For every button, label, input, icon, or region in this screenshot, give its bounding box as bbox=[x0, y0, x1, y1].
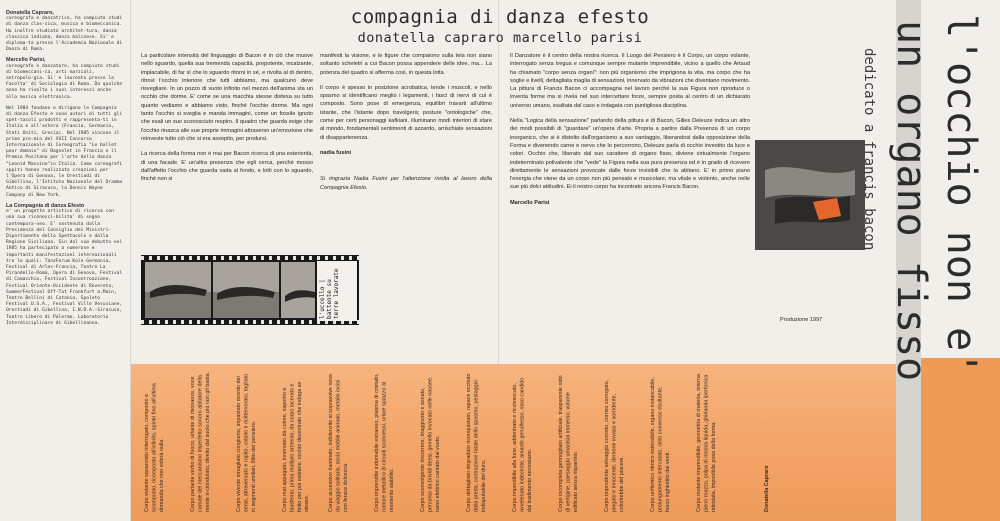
poem-stanza: Corpo volante squarciato interrogato, composto e scomposto, ricomposto all'infinito, spinto fino all'ultima domanda che non volerà nulla. bbox=[144, 383, 165, 512]
page-subtitle: donatella capraro marcello parisi bbox=[357, 30, 643, 46]
header bbox=[300, 6, 700, 46]
author-name: nadia fusini bbox=[320, 149, 352, 156]
poem-stanza: Corpo sconvolgente rincorrere, irraggiunto e sonato, percorso da brividi densi, gemello invocato nelle nausee, ramo elettrico cantato dal vuoto. bbox=[420, 376, 441, 512]
poem-stanza: Corpo dettagliato degradato riconquistato, rapace eccitato dalla preda, contrazione fatale dello spasmo, pestaggio indisputabile del duro. bbox=[466, 373, 487, 512]
capraro-name: Donatella Capraro, bbox=[6, 10, 54, 16]
text-column-2 bbox=[320, 52, 492, 252]
poem-stanza: Corpo imprudente selvaggio corrotto, corrivo corrugato, piegato e innocente, demone invaso e sorridente, colorirebbe del piacere. bbox=[604, 379, 625, 512]
poem-stanza: Corpo parlante verbo di fuoco, urlante di risonanze, voce carnale del meccanismo imperfetto sonoro abitatore della mente ri-ciondolato, divelto dal suolo che più non gli basta. bbox=[190, 372, 211, 512]
efesto-name: La Compagnia di danza Efesto bbox=[6, 202, 85, 209]
capraro-bio: coreografa e danzatrice, ha compiuto studi di danza clas-sica, musica e biomeccanica. Ha inoltre studiato architet-tura, danza classica indiana, danza balinese. Si' e diploma-ta presso l'Accademia Nazionale di Danza di Roma. bbox=[6, 16, 123, 53]
main-title-line-1: l'occhio non e' bbox=[938, 14, 984, 376]
production-year: Produzione 1997 bbox=[780, 317, 823, 323]
film-caption: l'uccello | battente su terre lavorate bbox=[317, 261, 357, 321]
paragraph: Nella "Logica della sensazione" parlando della pittura e di Bacon, Gilles Deleuze indica un altro dei modi possibili di "guardare" un'opera d'arte. Propria a partire dalla Presenza di un corpo inorganico, che si è distolto dall'organismo a suo vantaggio, liberandosi dalla opposizione della Forma e divenendo carne e nervo che lo percorrono, Deleuze parla di occhio investito da luce e colori. Occhio che, liberato dal suo carattere di organo fisso, diviene virtualmente l'organo indeterminato polivalente che "vede" la Figura nella sua pura presenza ed è in grado di ricevere direttamente le sensazioni provocate dalle forze invisibili che la abitano. E' in primo piano l'energia che viene da un corpo non più pensato e muscolare, ma vitale e violento, anche nelle sue più dolci attitudini. Ei il nostro corpo ha incontrato ancora Francis Bacon. bbox=[510, 118, 750, 191]
orange-strip bbox=[921, 358, 1000, 521]
thanks-note: Si ringrazia Nadia Fusini per l'attenzione rivolta al lavoro della Compagnia Efesto. bbox=[320, 176, 492, 191]
parisi-bio: coreografo e danzatore, ha compiuto studi di biomeccani-ca, arti marziali, antropolo-gia. Si' e laureato presso la Facolta' di Sociologia di Roma. Da qualche anno ha rivolto i suoi interessi anche alla musica elettronica. bbox=[6, 63, 123, 100]
poem-stanza: Corpo imprendite indomabile estraneo, plasma di cristallo, rumore metallico di circuiti sconnessi, urlare spiazzo al momento stabilito. bbox=[374, 373, 395, 512]
poem-stanza: Corpo unflemico ritmico estensibile, organo instancabile, prolungamento intercalato, cielo convesso esultante, fuoco inghiottito dai venti. bbox=[650, 377, 671, 512]
bacon-painting-circle bbox=[755, 140, 865, 250]
poem-stanza: Corpo imperdibile alla fune, addentrato e ricciesocato, avvelenato indecente, amante genuflesso, osso candido dal tradimento necessario. bbox=[512, 377, 533, 512]
poem-signature: Donatella Capraro bbox=[764, 465, 770, 512]
poem-stanza: Corpo accessivo rianimato, indolenzito si sopravvive nove da viaggio solitario, socio mobile animato, metallo incisi con ferace dolcezza. bbox=[328, 373, 349, 512]
poem-stanza: Corpo mai appagato, innervato da colore, vaporito e biasfemo, prima multiplo armenio, da corpo lacerato e finito per poi esistere, occhio decentrato che indaga se stesso. bbox=[282, 381, 311, 512]
bios-column bbox=[6, 6, 124, 378]
parisi-name: Marcello Parisi, bbox=[6, 57, 46, 64]
paragraph: Il corpo è spesso in posizione acrobatica, tende i muscoli, e nello spasmo si identificano meglio i legamenti, i fasci di nervi di cui è composto. Sono pose di emergenza, equilibri travarti all'ultimo istante, che l'istante dopo travolgerà; posture "ontologiche" che, come per certi personaggi kafkiani, illuminano modi interiori di stare al mondo, fondamentali sentimenti di azzardo, arrischiate sensazioni di disappartenenza. bbox=[320, 84, 492, 141]
history-text: Nel 1984 fondano e dirigono le Compagnia di danza Efesto e sono autori di tutti gli spet-tacoli prodotti e rappresenta-ti in Italia e all'estero (Francia, Germania, Stati Uniti, Grecia). Nel 1985 vincono il primo pre-mio del XVII Concorso Internazionale di Coreografia "Le ballet pour demain" di Bagnolet in Francia e il Premio Positano per l'arte della danza "Leonid Massine"in Italia. Come coreografi sppiti hanno realizzato creazioni per l'Opera di Genova, le Orestiadi di Gibellina, l'Istituto Nazionale del Dramma Antico di Siracusa, la Dennis Wayne Company di New York. bbox=[6, 105, 123, 198]
dedication-line: dedicato a francis bacon bbox=[861, 48, 877, 251]
text-column-3 bbox=[510, 52, 750, 322]
page-title: compagnia di danza efesto bbox=[350, 6, 650, 28]
poem-stanza: Corpo mutante imprendibile, geometria di materia, interna pieno roazzo, polpa di mossa liquida, ghirlanda ipertonica ridestata, imponibile posa della forma. bbox=[696, 374, 717, 512]
poem-stanza: Corpo vivente smagliato congiunto, impastato ricordo dei sensi, attraversato e rapito, colpito e ricittervorato, tagliato in segmenti umiliati, flitto del pensiero. bbox=[236, 373, 257, 512]
poem-stanza: Corpo incompleta germogliato artificiale, trasparente nido di vertigine, paesaggio umanista immerso, volume edificato senza risparmio. bbox=[558, 375, 579, 512]
efesto-text: e' un progetto artistico di ricerca con una sua riconosci-bilita' di segno contempora-neo. E' sostenuta dalla Presidenza del Consiglio dei Ministri- Dipartimento dello Spettacolo e dalla Regione Siciliana. Sin dal suo debutto nel 1985 ha partecipato a numerose e importanti manifestazioni internazionali tra le quali: TanzForum Koln-Germania, Festival di Arles-Francia, Teatro La Pirandello-Roma, Opera di Genova, Festival di Camacchio, Festival Incontroazione, Festival Oriente-Occidente di Rovereto, SummerFestival Off-Tat Frankfurt a.Main, Teatro Bellini di Catania, Spoleto Festival U.S.A., Festival Ville Vesuviane, Orestiadi di Gibellina, I.N.D.A.-Siracusa, Teatro Libero di Palermo, Laboratorio Interdisciplinare di Gibellinanna. bbox=[6, 209, 123, 326]
author-name: Marcello Parisi bbox=[510, 199, 550, 206]
film-strip-photo bbox=[141, 255, 359, 325]
paragraph: Il Danzatore è il centro della nostra ricerca. Il Luogo del Pensiero è il Corpo, un corpo volante, interrogato senza tregua e comunque sempre mutante imprendibile, vicino a quello che Artaud ha chiamato "corpo senza organi": non più organismo che imprigiona la vita, ma corpo che ha soglie e livelli, dettagliata maglia di sensazioni, innervato da vibrazioni che diventano movimento. La pittura di Francis Bacon ci accompagna nel lavoro perché la sua Figura non riproduce o inventa forme ma si rivela nel suo intercettare forze, sempre posta al centro di un dichiarato universo umano, esaltata dal caso e indagata con puntigliosa disciplina. bbox=[510, 53, 750, 109]
film-sprockets bbox=[141, 256, 359, 260]
dancer-photo bbox=[145, 262, 211, 318]
dancer-photo bbox=[281, 262, 315, 318]
text-column-1 bbox=[141, 52, 313, 252]
paragraph: manifesti la visione, e le figure che compaiono sulla tela non siano soltanto scheletri a cui Bacon possa appendere delle idee, ma... La potenza del quadro si afferma così, in questa lotta. bbox=[320, 53, 492, 76]
paragraph: La particolare intensità del linguaggio di Bacon è in ciò che muove nello sguardo, quella sua tremenda capacità, prepotente, incalzante, implacabile, di far sì che lo sguardo ritorni in sé, e rivolta al di dentro, ritrovi l'occhio interiore che tutti abbiamo, ma qualcuno deve risvegliare. In un pozzo di vuoto infinito nel mezzo dell'anima sta un occhio che dorme. E' come se una macchia stesse distesa su tutto quanto vediamo e abbiamo visto, finché l'occhio dorme. Ma ogni tanto l'occhio si sveglia e manda immagini, come un fossile ignoto che esali un suo sconosciuto respiro. Il quadro che guarda esige che l'occhio rinasca alle sue proprie immagini attraverso un'emozione che reinveste tutto ciò che si era assopito, per prodursi. bbox=[141, 53, 313, 142]
dancer-photo bbox=[213, 262, 279, 318]
paragraph: La ricerca della forma non è mai per Bacon ricerca di una esteriorità, di una facade. E' un'altra presenza che egli cerca, perché mosso dall'affetto l'occhio che guarda vada al fondo, e lotti con lo sguardo, finché non si bbox=[141, 151, 313, 183]
main-title-line-2: un organo fisso bbox=[888, 20, 934, 382]
